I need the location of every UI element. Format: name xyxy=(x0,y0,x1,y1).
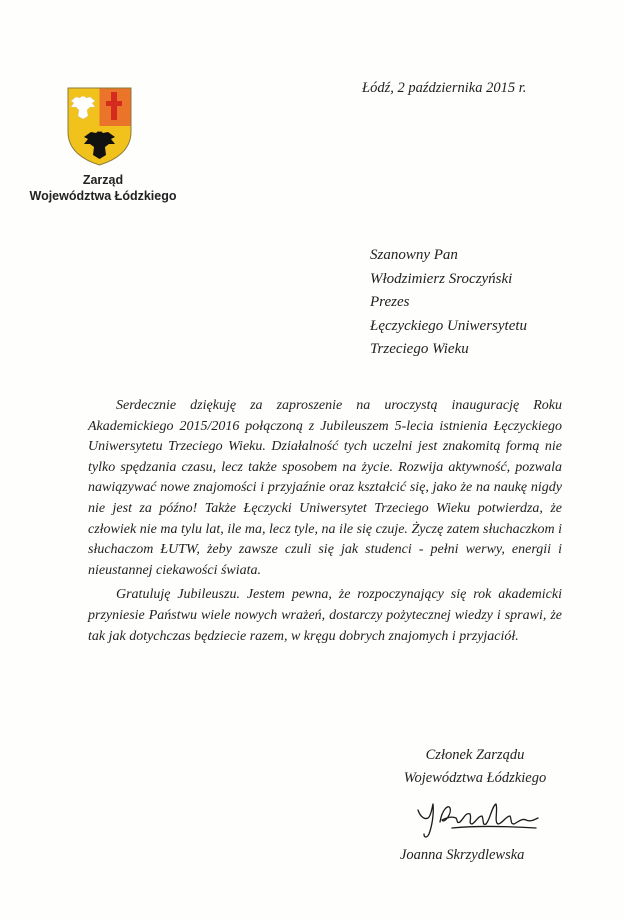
organization-line-1: Zarząd xyxy=(82,173,124,187)
addressee-institution-line-1: Łęczyckiego Uniwersytetu xyxy=(370,317,528,334)
letter-paragraph-2: Gratuluję Jubileuszu. Jestem pewna, że rozpoczynający się rok akademicki przyniesie Państwu wiele nowych wrażeń, dostarczy pożytecznej wiedzy i sprawi, że tak jak dotychczas będziecie razem, w kręgu dobrych znajomych i przyjaciół. xyxy=(88,587,562,644)
addressee-name: Włodzimierz Sroczyński xyxy=(370,270,513,287)
addressee-title: Prezes xyxy=(370,294,410,310)
coat-of-arms-icon xyxy=(66,86,133,166)
handwritten-signature xyxy=(412,796,544,842)
signer-name: Joanna Skrzydlewska xyxy=(400,847,525,863)
letter-body xyxy=(88,396,562,647)
letter-paragraph-1: Serdecznie dziękuję za zaproszenie na uroczystą inaugurację Roku Akademickiego 2015/2016 połączoną z Jubileuszem 5-lecia istnienia Łęczyckiego Uniwersytetu Trzeciego Wieku. Działalność tych uczelni jest znakomitą formą nie tylko spędzania czasu, lecz także sposobem na życie. Rozwija aktywność, pozwala nawiązywać nowe znajomości i przyjaźnie oraz kształcić się, jako że na naukę nigdy nie jest za późno! Także Łęczycki Uniwersytet Trzeciego Wieku potwierdza, że człowiek nie ma tylu lat, ile ma, lecz tyle, na ile się czuje. Życzę zatem słuchaczkom i słuchaczom ŁUTW, żeby zawsze czuli się jak studenci - pełni werwy, energii i nieustannej ciekawości świata. xyxy=(88,398,562,578)
addressee-salutation: Szanowny Pan xyxy=(370,247,458,263)
addressee-block xyxy=(370,244,527,362)
organization-line-2: Województwa Łódzkiego xyxy=(29,189,177,203)
signature-role-line-1: Członek Zarządu xyxy=(425,747,525,763)
signature-role-line-2: Województwa Łódzkiego xyxy=(403,770,547,786)
organization-name xyxy=(18,172,188,204)
signature-role xyxy=(380,744,570,790)
addressee-institution-line-2: Trzeciego Wieku xyxy=(370,341,469,357)
letter-date: Łódź, 2 października 2015 r. xyxy=(362,80,527,96)
